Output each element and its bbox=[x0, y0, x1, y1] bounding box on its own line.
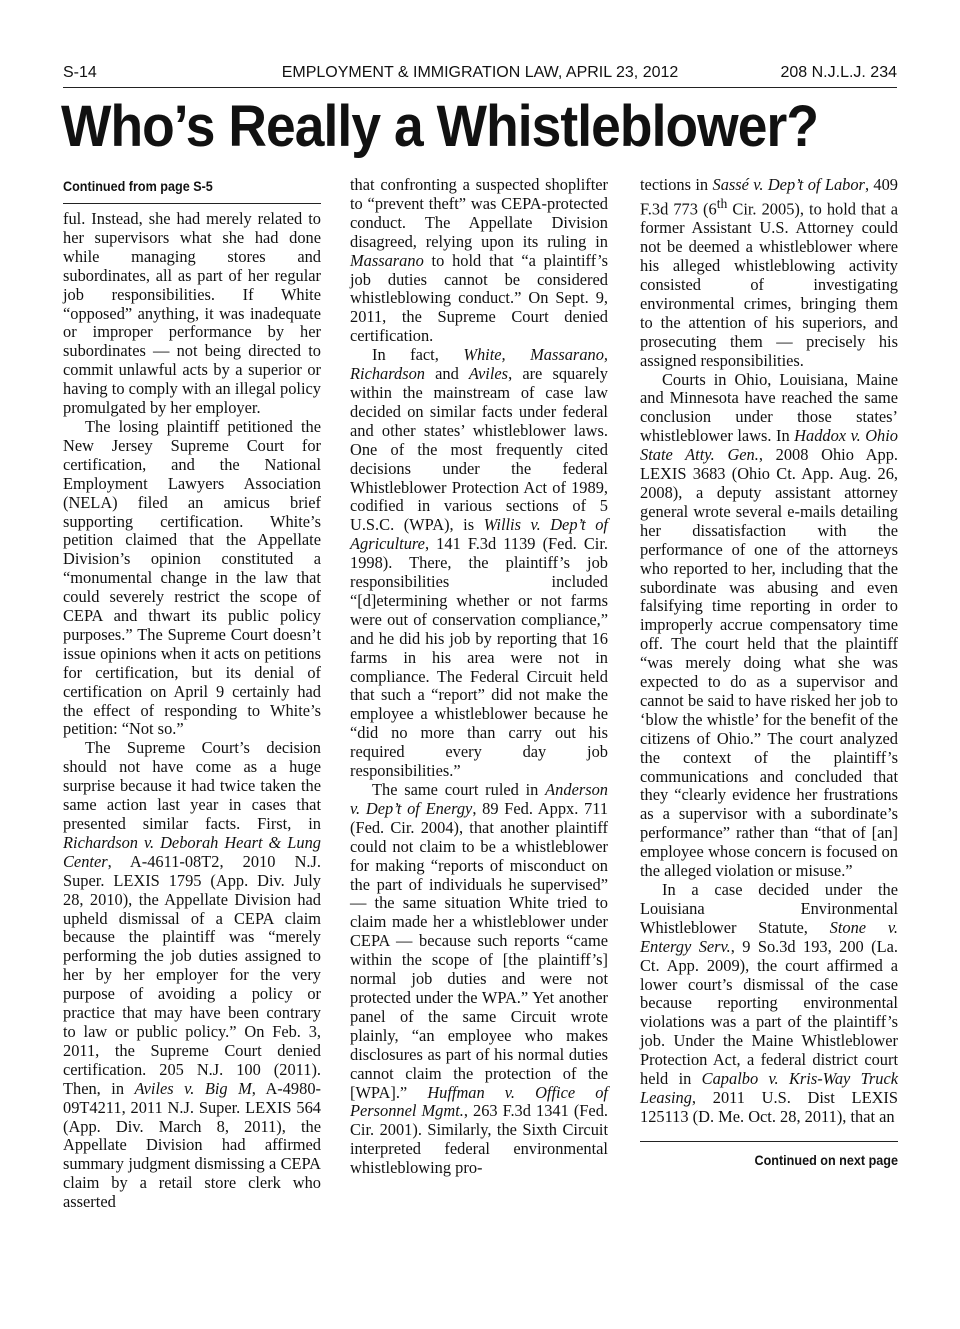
case-name: Richardson v. Deborah Heart & Lung Center bbox=[63, 832, 321, 871]
text-run: to hold that “a plaintiff’s job duties cannot be considered whistleblowing conduct.” On Sept. 9, 2011, the Supreme Court denied certification. bbox=[350, 250, 608, 346]
continued-on-label: Continued on next page bbox=[754, 1151, 898, 1168]
publication-line: EMPLOYMENT & IMMIGRATION LAW, APRIL 23, 2012 bbox=[281, 64, 679, 81]
text-run: In a case decided under the Louisiana Environmental Whistleblower Statute, bbox=[640, 880, 898, 937]
text-run: In fact, bbox=[372, 345, 464, 365]
journal-citation: 208 N.J.L.J. 234 bbox=[780, 64, 897, 81]
continued-from-label: Continued from page S-5 bbox=[63, 178, 213, 194]
case-name: Anderson v. Dep’t of Energy bbox=[350, 780, 608, 818]
paragraph bbox=[350, 781, 608, 1178]
text-run: , A-4611-08T2, 2010 N.J. Super. LEXIS 1795 (App. Div. July 28, 2010), the Appellate Division had upheld dismissal of a CEPA claim because the plaintiff was “merely performing the job duties assigned to her by her employer for the very purpose of avoiding a policy or practice that may have been contrary to law or public policy.” On Feb. 3, 2011, the Supreme Court denied certification. 205 N.J. 100 (2011). Then, in bbox=[63, 851, 321, 1098]
paragraph bbox=[63, 418, 321, 739]
page-number: S-14 bbox=[63, 64, 97, 81]
case-name: Haddox v. Ohio State Atty. Gen. bbox=[640, 426, 899, 465]
text-run: and bbox=[424, 364, 469, 384]
text-run: The losing plaintiff petitioned the New Jersey Supreme Court for certification, and the National Employment Lawyers Association (NELA) filed an amicus brief supporting certification. White’s petition claimed that the Appellate Division’s opinion constituted a “monumental change in the law that could severely restrict the scope of CEPA and thwart its public policy purposes.” The Supreme Court doesn’t issue opinions when it acts on petitions for certification, but its denial of certification on April 9 certainly had the effect of responding to White’s petition: “Not so.” bbox=[63, 416, 321, 739]
text-run: that confronting a suspected shoplifter to “prevent theft” was CEPA-protected conduct. The Appellate Division disagreed, relying upon its ruling in bbox=[350, 175, 608, 251]
text-run: , 263 F.3d 1341 (Fed. Cir. 2001). Similarly, the Sixth Circuit interpreted federal environmental whistleblowing pro- bbox=[350, 1101, 608, 1178]
column-3 bbox=[640, 176, 898, 1170]
paragraph bbox=[63, 739, 321, 1212]
paragraph bbox=[63, 210, 321, 418]
case-name: Willis v. Dep’t of Agriculture bbox=[350, 515, 608, 554]
text-run: , 141 F.3d 1139 (Fed. Cir. 1998). There, the plaintiff’s job responsibilities included “[d]etermining whether or not farms were out of conservation compliance,” and he did his job by reporting that 16 farms in his area were not in compliance. The Federal Circuit held that such a “report” did not make the employee a whistleblower because he “did no more than carry out his required every day job responsibilities.” bbox=[350, 534, 608, 781]
column-2 bbox=[350, 176, 608, 1178]
case-name: Huffman v. Office of Personnel Mgmt. bbox=[350, 1082, 608, 1121]
text-run: , 409 F.3d 773 (6 bbox=[640, 175, 898, 219]
headline: Who’s Really a Whistleblower? bbox=[61, 94, 819, 159]
paragraph bbox=[350, 176, 608, 346]
case-name: Capalbo v. Kris-Way Truck Leasing bbox=[640, 1069, 898, 1107]
text-run: Cir. 2005), to hold that a former Assistant U.S. Attorney could not be deemed a whistleblower where his alleged whistleblowing activity consisted of investigating environmental crimes, bringing them to the attention of his superiors, and prosecuting them — precisely his assigned responsibilities. bbox=[640, 199, 898, 370]
paragraph bbox=[640, 371, 898, 881]
case-name: Massarano bbox=[350, 250, 424, 270]
text-run: , 2008 Ohio App. LEXIS 3683 (Ohio Ct. App. Aug. 26, 2008), a deputy assistant attorney general wrote several e-mails detailing her dissatisfaction with the performance of one of the attorneys who reported to her, including that the subordinate was abusing and even falsifying time reporting in order to improperly accrue compensatory time off. The court held that the plaintiff “was merely doing what she was expected to do as a supervisor and cannot be said to have risked her job to ‘blow the whistle’ for the benefit of the citizens of Ohio.” The court analyzed the context of the plaintiff’s communications and concluded that they “clearly evidence her frustrations as a supervisor with a subordinate’s performance” rather than “that of [an] employee whose concern is focused on the alleged violation or misuse.” bbox=[640, 445, 899, 881]
continued-rule bbox=[640, 1141, 898, 1142]
paragraph bbox=[640, 176, 898, 371]
text-run: The same court ruled in bbox=[372, 780, 546, 799]
text-run: , are squarely within the mainstream of case law decided on similar facts under federal and other states’ whistleblower laws. One of the most frequently cited decisions under the federal Whistleblower Protection Act of 1989, codified in various sections of 5 U.S.C. (WPA), is bbox=[350, 364, 608, 535]
text-run: , 2011 U.S. Dist LEXIS 125113 (D. Me. Oct. 28, 2011), that an bbox=[640, 1087, 898, 1126]
paragraph bbox=[350, 346, 608, 781]
kicker-rule bbox=[63, 203, 321, 204]
case-name: Aviles v. Big M bbox=[134, 1078, 252, 1098]
case-name: Sassé v. Dep’t of Labor bbox=[712, 175, 865, 194]
paragraph bbox=[640, 881, 898, 1127]
case-name: White, Massarano, Richardson bbox=[350, 345, 608, 384]
text-run: The Supreme Court’s decision should not have come as a huge surprise because it had twice taken the same action last year in cases that presented similar facts. First, in bbox=[63, 738, 321, 833]
running-header bbox=[63, 64, 897, 84]
text-run: , 9 So.3d 193, 200 (La. Ct. App. 2009), the court affirmed a lower court’s dismissal of the case because reporting environmental violations was a part of the plaintiff’s job. Under the Maine Whistleblower Protection Act, a federal district court held in bbox=[640, 936, 898, 1089]
text-run: , 89 Fed. Appx. 711 (Fed. Cir. 2004), that another plaintiff could not claim to be a whistleblower for making “reports of misconduct on the part of individuals he supervised” — the same situation White tried to claim made her a whistleblower under CEPA — because such reports “came within the scope of [the plaintiff’s] normal job duties and were not protected under the WPA.” Yet another panel of the same Circuit wrote plainly, “an employee who makes disclosures as part of his normal duties cannot claim the protection of the [WPA].” bbox=[350, 798, 609, 1102]
case-name: Stone v. Entergy Serv. bbox=[640, 917, 898, 956]
case-name: Aviles bbox=[468, 364, 509, 384]
text-run: ful. Instead, she had merely related to her supervisors what she had done while managing stores and subordinates, all as part of her regular job responsibilities. If White “opposed” anything, it was inadequate or improper performance by her subordinates — not being directed to commit unlawful acts by a superior or having to comply with an illegal policy promulgated by her employer. bbox=[63, 209, 321, 418]
column-1 bbox=[63, 176, 321, 1212]
text-run: tections in bbox=[640, 175, 713, 194]
text-run: , A-4980-09T4211, 2011 N.J. Super. LEXIS 564 (App. Div. March 8, 2011), the Appellate Division had affirmed summary judgment dismissing a CEPA claim by a retail store clerk who asserted bbox=[63, 1078, 321, 1212]
ordinal-suffix: th bbox=[716, 195, 728, 211]
text-run: Courts in Ohio, Louisiana, Maine and Minnesota have reached the same conclusion under those states’ whistleblower laws. In bbox=[640, 369, 898, 446]
